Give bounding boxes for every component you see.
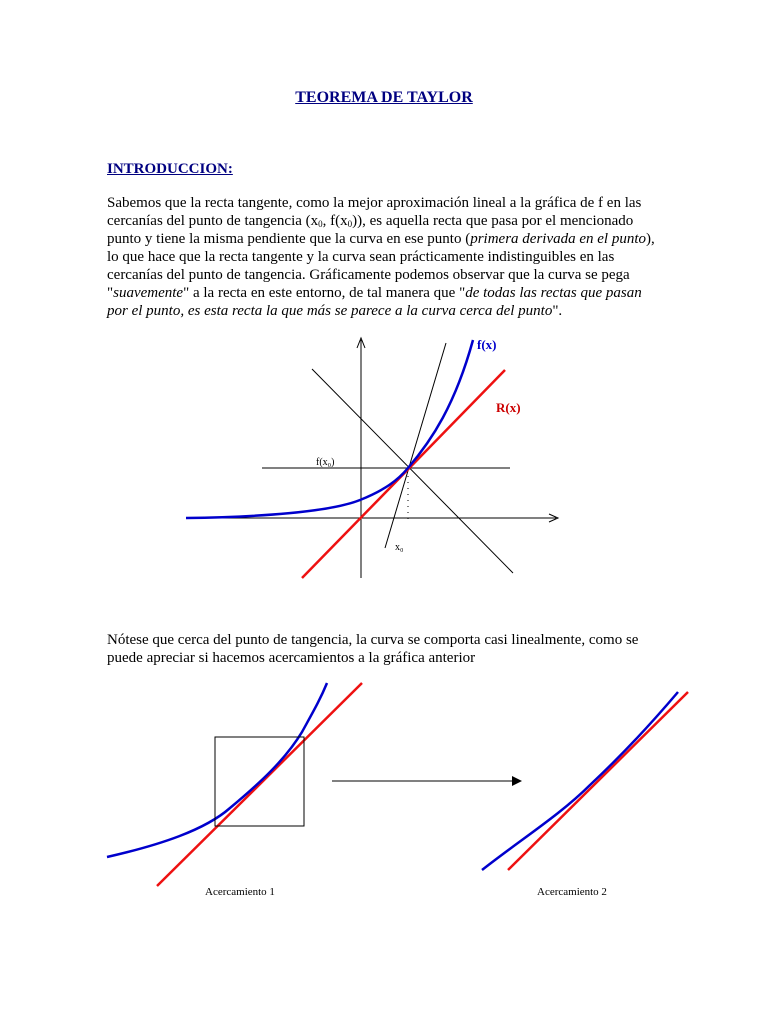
zoom-arrow-head bbox=[512, 776, 522, 786]
text-line: "suavemente" a la recta en este entorno, de tal manera que "de todas las rectas que pasan bbox=[107, 285, 642, 301]
text-line: Nótese que cerca del punto de tangencia, la curva se comporta casi linealmente, como se bbox=[107, 632, 639, 648]
zoom1-tangent-line bbox=[157, 683, 362, 886]
caption-zoom-1: Acercamiento 1 bbox=[205, 886, 275, 898]
text-line: puede apreciar si hacemos acercamientos a la gráfica anterior bbox=[107, 650, 476, 666]
text-line: por el punto, es esta recta la que más se parece a la curva cerca del punto". bbox=[107, 303, 563, 319]
text-line: Sabemos que la recta tangente, como la mejor aproximación lineal a la gráfica de f en las bbox=[107, 195, 642, 211]
text-line: punto y tiene la misma pendiente que la curva en ese punto (primera derivada en el punto), bbox=[107, 231, 655, 247]
label-x0: x₀ bbox=[395, 542, 404, 553]
zoom2-tangent-line bbox=[508, 692, 688, 870]
caption-zoom-2: Acercamiento 2 bbox=[537, 886, 607, 898]
zoom1-function-curve bbox=[107, 683, 327, 857]
section-heading: INTRODUCCION: bbox=[107, 161, 233, 177]
label-rx: R(x) bbox=[496, 400, 521, 415]
text-line: cercanías del punto de tangencia ($x_0$, $f(x_0)$), es aquella recta que pasa por el mencionado bbox=[107, 213, 634, 229]
text-line: cercanías del punto de tangencia. Gráficamente podemos observar que la curva se pega bbox=[107, 267, 630, 283]
label-fx0: f(x₀) bbox=[316, 457, 335, 468]
page-title: TEOREMA DE TAYLOR bbox=[295, 89, 473, 106]
label-fx: f(x) bbox=[477, 337, 497, 352]
text-line: lo que hace que la recta tangente y la curva sean prácticamente indistinguibles en las bbox=[107, 249, 615, 265]
